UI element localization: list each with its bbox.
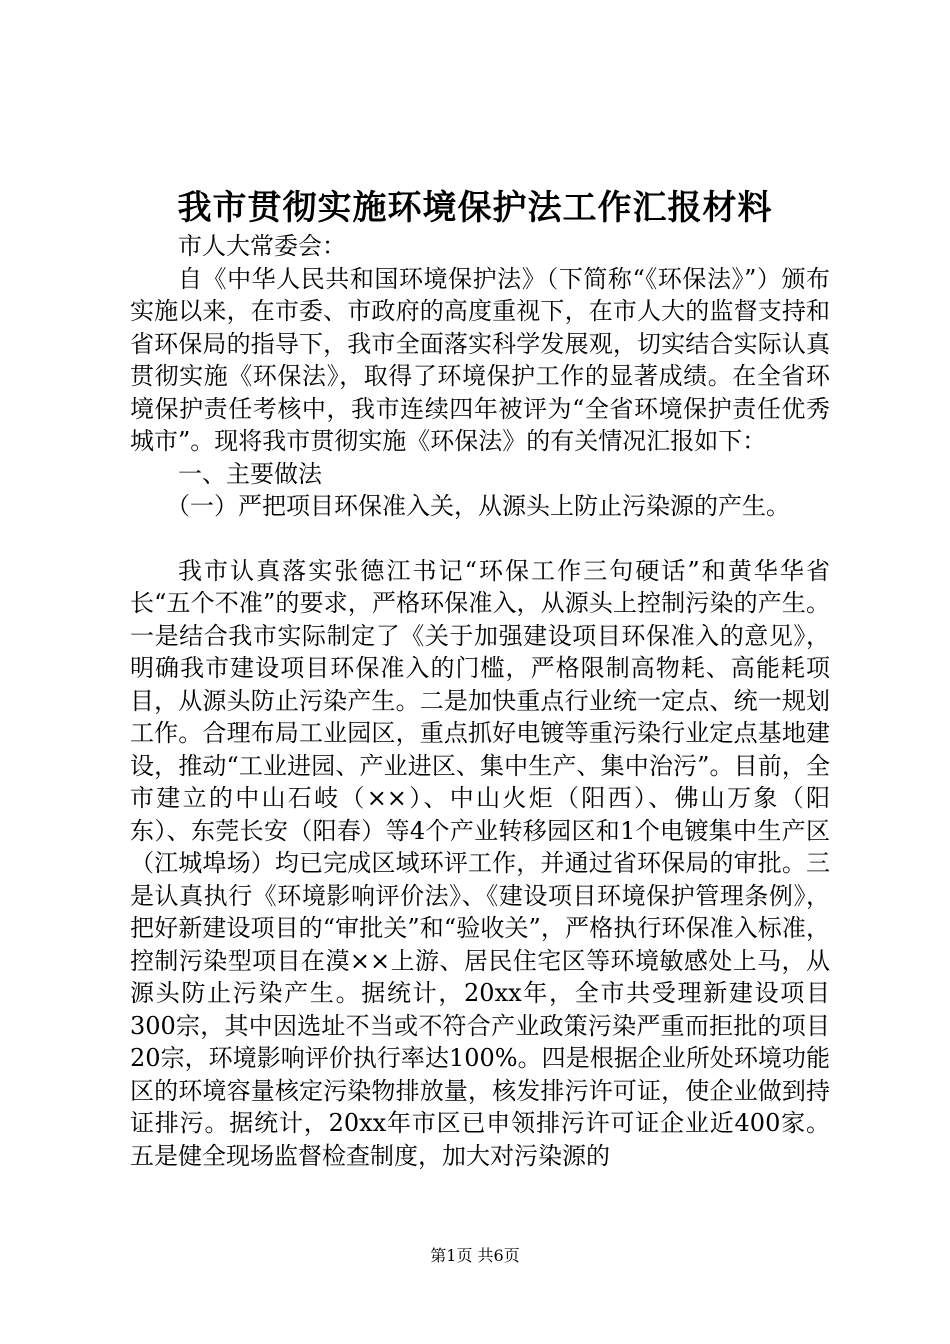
paragraph-body: 我市认真落实张德江书记“环保工作三句硬话”和黄华华省长“五个不准”的要求，严格环保准入，从源头上控制污染的产生。一是结合我市实际制定了《关于加强建设项目环保准入的意见》，明确我市建设项目环保准入的门槛，严格限制高物耗、高能耗项目，从源头防止污染产生。二是加快重点行业统一定点、统一规划工作。合理布局工业园区，重点抓好电镀等重污染行业定点基地建设，推动“工业进园、产业进区、集中生产、集中治污”。目前，全市建立的中山石岐（××）、中山火炬（阳西）、佛山万象（阳东）、东莞长安（阳春）等4个产业转移园区和1个电镀集中生产区（江城埠场）均已完成区域环评工作，并通过省环保局的审批。三是认真执行《环境影响评价法》、《建设项目环境保护管理条例》，把好新建设项目的“审批关”和“验收关”，严格执行环保准入标准，控制污染型项目在漠××上游、居民住宅区等环境敏感处上马，从源头防止污染产生。据统计，20xx年，全市共受理新建设项目300宗，其中因选址不当或不符合产业政策污染严重而拒批的项目20宗，环境影响评价执行率达100%。四是根据企业所处环境功能区的环境容量核定污染物排放量，核发排污许可证，使企业做到持证排污。据统计，20xx年市区已申领排污许可证企业近400家。五是健全现场监督检查制度，加大对污染源的: [130, 556, 830, 1170]
document-body: [130, 230, 830, 1172]
page-number: 第1页 共6页: [430, 1246, 520, 1265]
paragraph-intro: 自《中华人民共和国环境保护法》（下简称“《环保法》”）颁布实施以来，在市委、市政府的高度重视下，在市人大的监督支持和省环保局的指导下，我市全面落实科学发展观，切实结合实际认真贯彻实施《环保法》，取得了环境保护工作的显著成绩。在全省环境保护责任考核中，我市连续四年被评为“全省环境保护责任优秀城市”。现将我市贯彻实施《环保法》的有关情况汇报如下：: [130, 264, 830, 455]
subsection-heading: （一）严把项目环保准入关，从源头上防止污染源的产生。: [166, 492, 790, 520]
document-title: 我市贯彻实施环境保护法工作汇报材料: [177, 188, 773, 228]
salutation: 市人大常委会：: [178, 232, 346, 260]
section-heading: 一、主要做法: [178, 459, 322, 488]
